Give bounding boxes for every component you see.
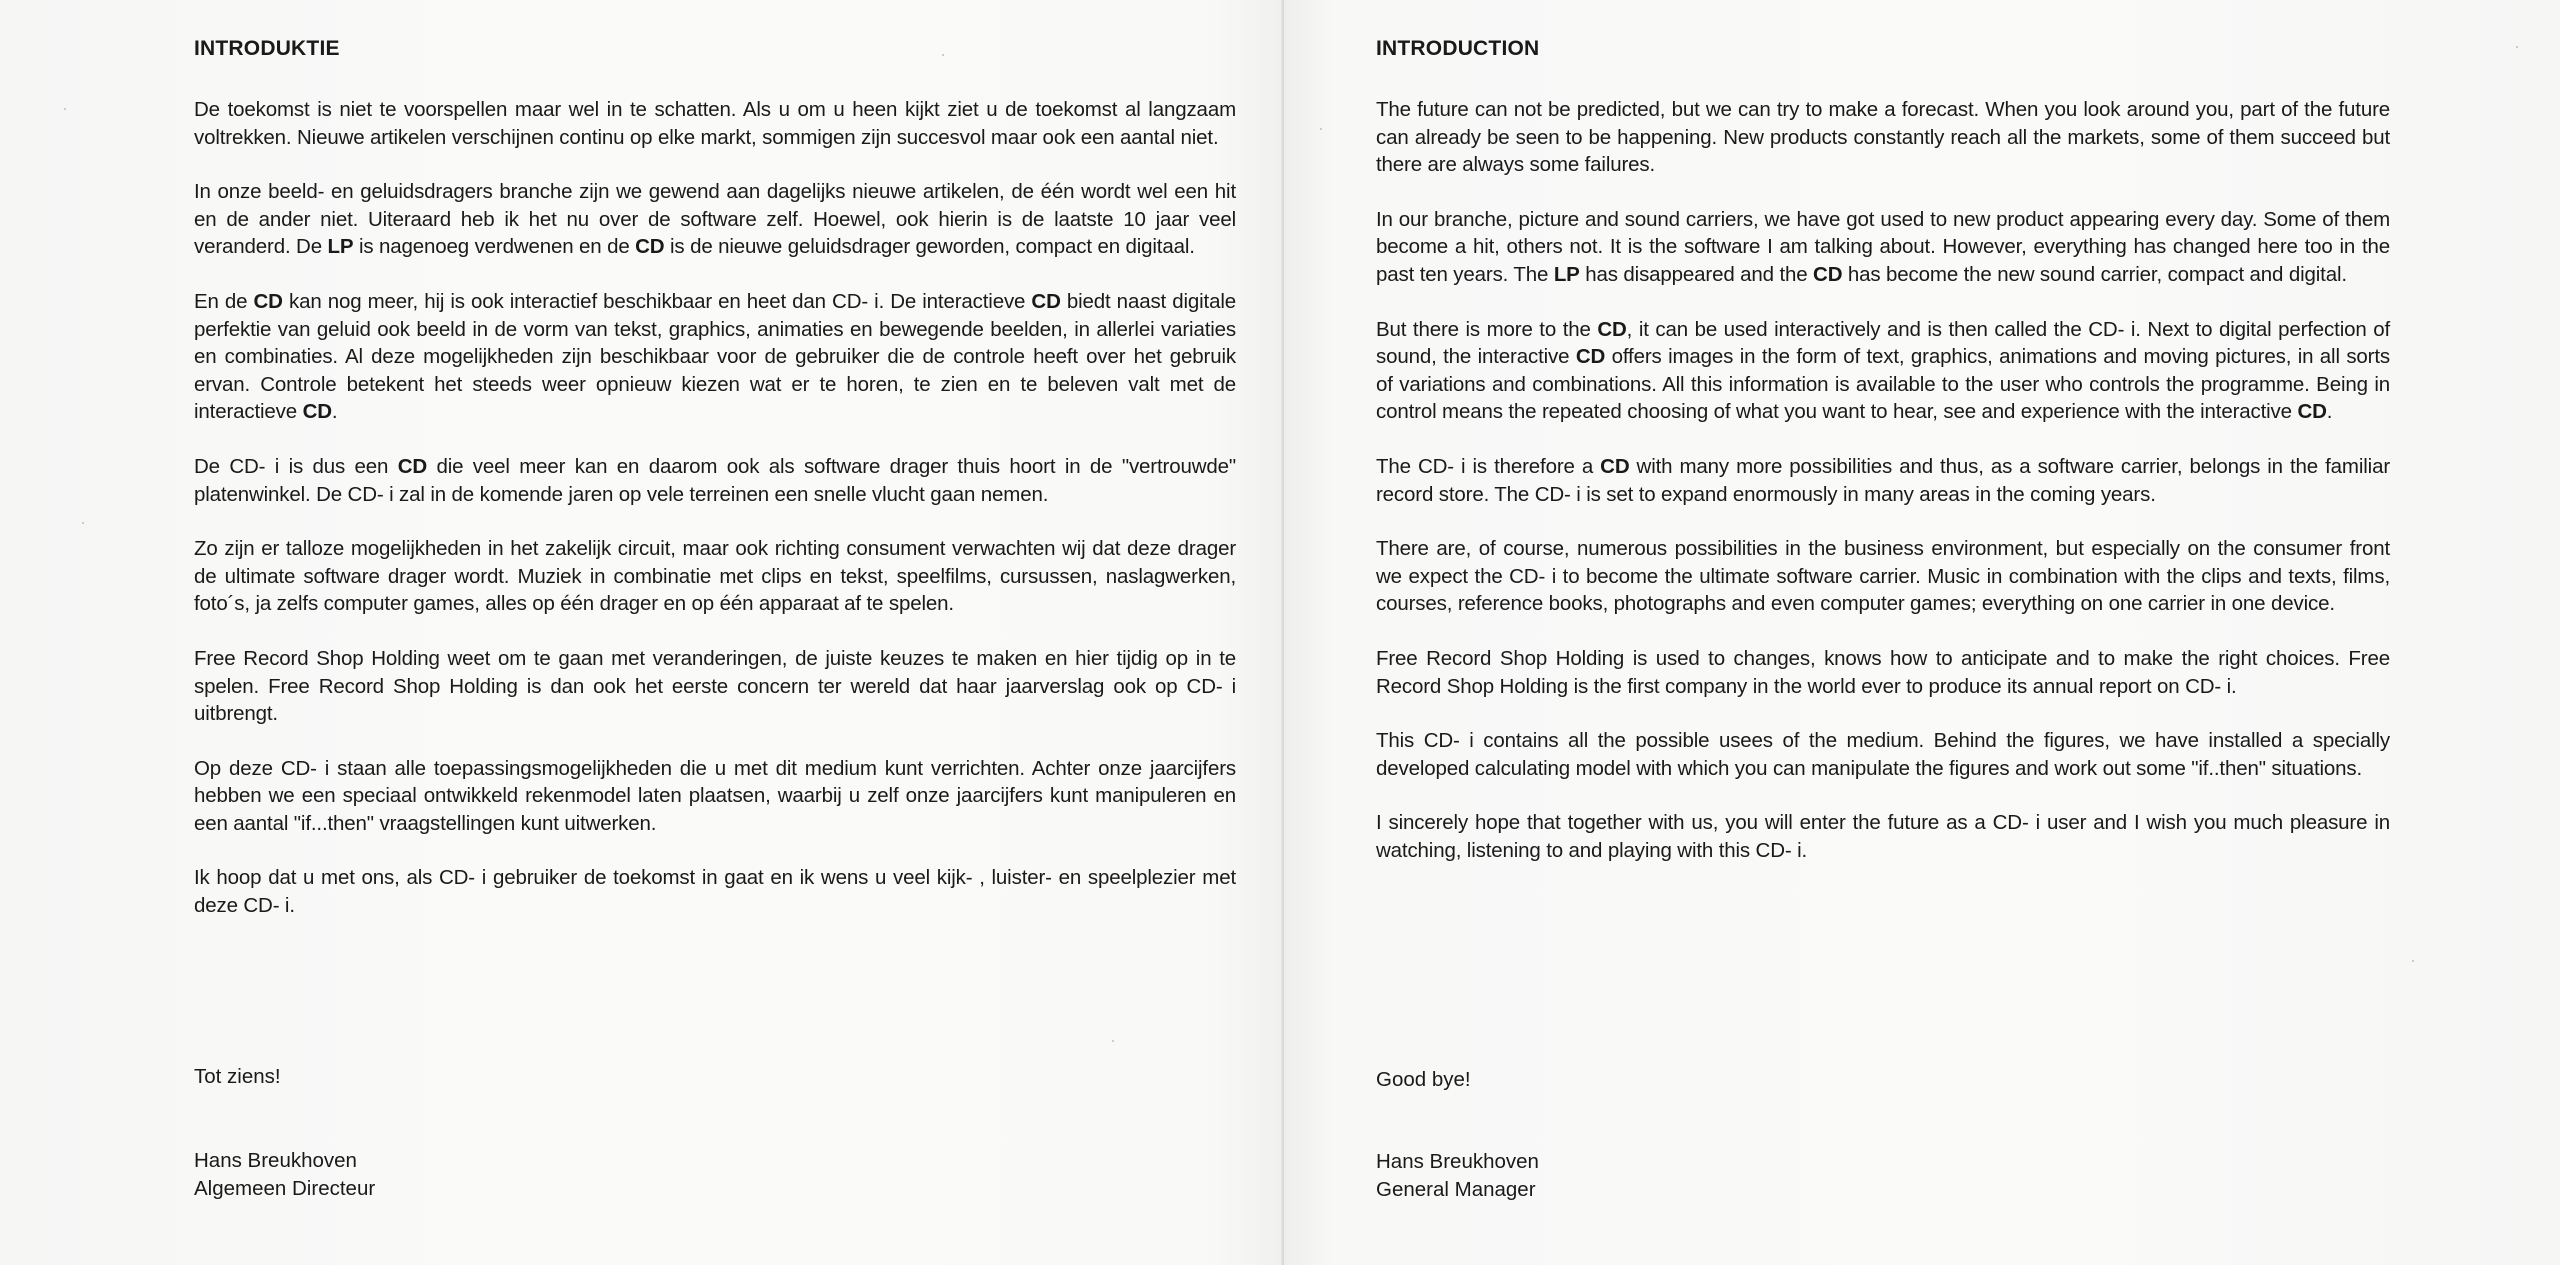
page-heading: INTRODUKTIE: [194, 37, 340, 60]
paragraph: En de CD kan nog meer, hij is ook interactief beschikbaar en heet dan CD- i. De interactieve CD biedt naast digitale perfektie van geluid ook beeld in de vorm van tekst, graphics, animaties en bewegende beelden, in allerlei variaties en combinaties. Al deze mogelijkheden zijn beschikbaar voor de gebruiker die de controle heeft over het gebruik ervan. Controle betekent het steeds weer opnieuw kiezen wat er te horen, te zien en te beleven valt met de interactieve CD.: [194, 289, 1236, 424]
bold-term: CD: [302, 400, 332, 424]
bold-term: LP: [327, 235, 354, 259]
bold-term: CD: [2297, 400, 2327, 424]
signature-name: Hans Breukhoven: [194, 1149, 357, 1172]
paragraph: Free Record Shop Holding is used to changes, knows how to anticipate and to make the right choices. Free Record Shop Holding is the first company in the world ever to produce its annual report on CD- i.: [1376, 646, 2390, 698]
paragraph: Free Record Shop Holding weet om te gaan met veranderingen, de juiste keuzes te maken en hier tijdig op in te spelen. Free Record Shop Holding is dan ook het eerste concern ter wereld dat haar jaarverslag ook op CD- i uitbrengt.: [194, 646, 1236, 726]
paper-speck: [1320, 128, 1322, 130]
paragraph: Op deze CD- i staan alle toepassingsmogelijkheden die u met dit medium kunt verrichten. Achter onze jaarcijfers hebben we een speciaal ontwikkeld rekenmodel laten plaatsen, waarbij u zelf onze jaarcijfers kunt manipuleren en een aantal "if...then" vraagstellingen kunt uitwerken.: [194, 756, 1236, 835]
paragraph: Ik hoop dat u met ons, als CD- i gebruiker de toekomst in gaat en ik wens u veel kijk- , luister- en speelplezier met deze CD- i.: [194, 866, 1236, 918]
paragraph: I sincerely hope that together with us, you will enter the future as a CD- i user and I wish you much pleasure in watching, listening to and playing with this CD- i.: [1376, 811, 2390, 862]
paragraph: Zo zijn er talloze mogelijkheden in het zakelijk circuit, maar ook richting consument verwachten wij dat deze drager de ultimate software drager wordt. Muziek in combinatie met clips en tekst, speelfilms, cursussen, naslagwerken, foto´s, ja zelfs computer games, alles op één drager en op één apparaat af te spelen.: [194, 537, 1236, 616]
bold-term: LP: [1553, 262, 1580, 286]
closing-line: Good bye!: [1376, 1068, 1471, 1091]
body-text: [194, 96, 1236, 920]
paragraph: De toekomst is niet te voorspellen maar wel in te schatten. Als u om u heen kijkt ziet u de toekomst al langzaam voltrekken. Nieuwe artikelen verschijnen continu op elke markt, sommigen zijn succesvol maar ook een aantal niet.: [194, 98, 1236, 149]
signature-title: General Manager: [1376, 1178, 1536, 1201]
paper-speck: [64, 108, 66, 110]
paragraph: In onze beeld- en geluidsdragers branche zijn we gewend aan dagelijks nieuwe artikelen, de één wordt wel een hit en de ander niet. Uiteraard heb ik het nu over de software zelf. Hoewel, ook hierin is de laatste 10 jaar veel veranderd. De LP is nagenoeg verdwenen en de CD is de nieuwe geluidsdrager geworden, compact en digitaal.: [194, 180, 1236, 259]
paragraph: This CD- i contains all the possible usees of the medium. Behind the figures, we have installed a specially developed calculating model with which you can manipulate the figures and work out some "if..then" situations.: [1376, 729, 2390, 780]
bold-term: CD: [1575, 345, 1606, 369]
body-text: [1376, 96, 2390, 864]
signature-title: Algemeen Directeur: [194, 1177, 376, 1200]
bold-term: CD: [253, 289, 283, 313]
paragraph: The future can not be predicted, but we can try to make a forecast. When you look around you, part of the future can already be seen to be happening. New products constantly reach all the markets, some of them succeed but there are always some failures.: [1376, 98, 2390, 177]
paper-speck: [1112, 1040, 1114, 1042]
paragraph: The CD- i is therefore a CD with many more possibilities and thus, as a software carrier, belongs in the familiar record store. The CD- i is set to expand enormously in many areas in the coming years.: [1376, 454, 2390, 506]
page-heading: INTRODUCTION: [1376, 37, 1540, 60]
bold-term: CD: [397, 454, 428, 478]
paper-speck: [942, 54, 944, 56]
signature-block: [1376, 1148, 1539, 1204]
paragraph: In our branche, picture and sound carriers, we have got used to new product appearing every day. Some of them become a hit, others not. It is the software I am talking about. However, everything has changed here too in the past ten years. The LP has disappeared and the CD has become the new sound carrier, compact and digital.: [1376, 207, 2390, 286]
signature-block: [194, 1147, 375, 1203]
paper-speck: [82, 522, 84, 524]
signature-name: Hans Breukhoven: [1376, 1150, 1539, 1173]
english-page: [1284, 0, 2560, 1265]
bold-term: CD: [1031, 289, 1061, 313]
paragraph: There are, of course, numerous possibilities in the business environment, but especially on the consumer front we expect the CD- i to become the ultimate software carrier. Music in combination with the clips and texts, films, courses, reference books, photographs and even computer games; everything on one carrier in one device.: [1376, 537, 2390, 616]
paragraph: De CD- i is dus een CD die veel meer kan en daarom ook als software drager thuis hoort in de "vertrouwde" platenwinkel. De CD- i zal in de komende jaren op vele terreinen een snelle vlucht gaan nemen.: [194, 454, 1236, 506]
bold-term: CD: [1597, 317, 1627, 341]
paper-speck: [2516, 46, 2518, 48]
paper-speck: [2412, 960, 2414, 962]
bold-term: CD: [635, 235, 665, 259]
closing-line: Tot ziens!: [194, 1065, 281, 1088]
paragraph: But there is more to the CD, it can be used interactively and is then called the CD- i. Next to digital perfection of sound, the interactive CD offers images in the form of text, graphics, animations and moving pictures, in all sorts of variations and combinations. All this information is available to the user who controls the programme. Being in control means the repeated choosing of what you want to hear, see and experience with the interactive CD.: [1376, 317, 2390, 424]
bold-term: CD: [1813, 262, 1843, 286]
bold-term: CD: [1600, 454, 1630, 478]
